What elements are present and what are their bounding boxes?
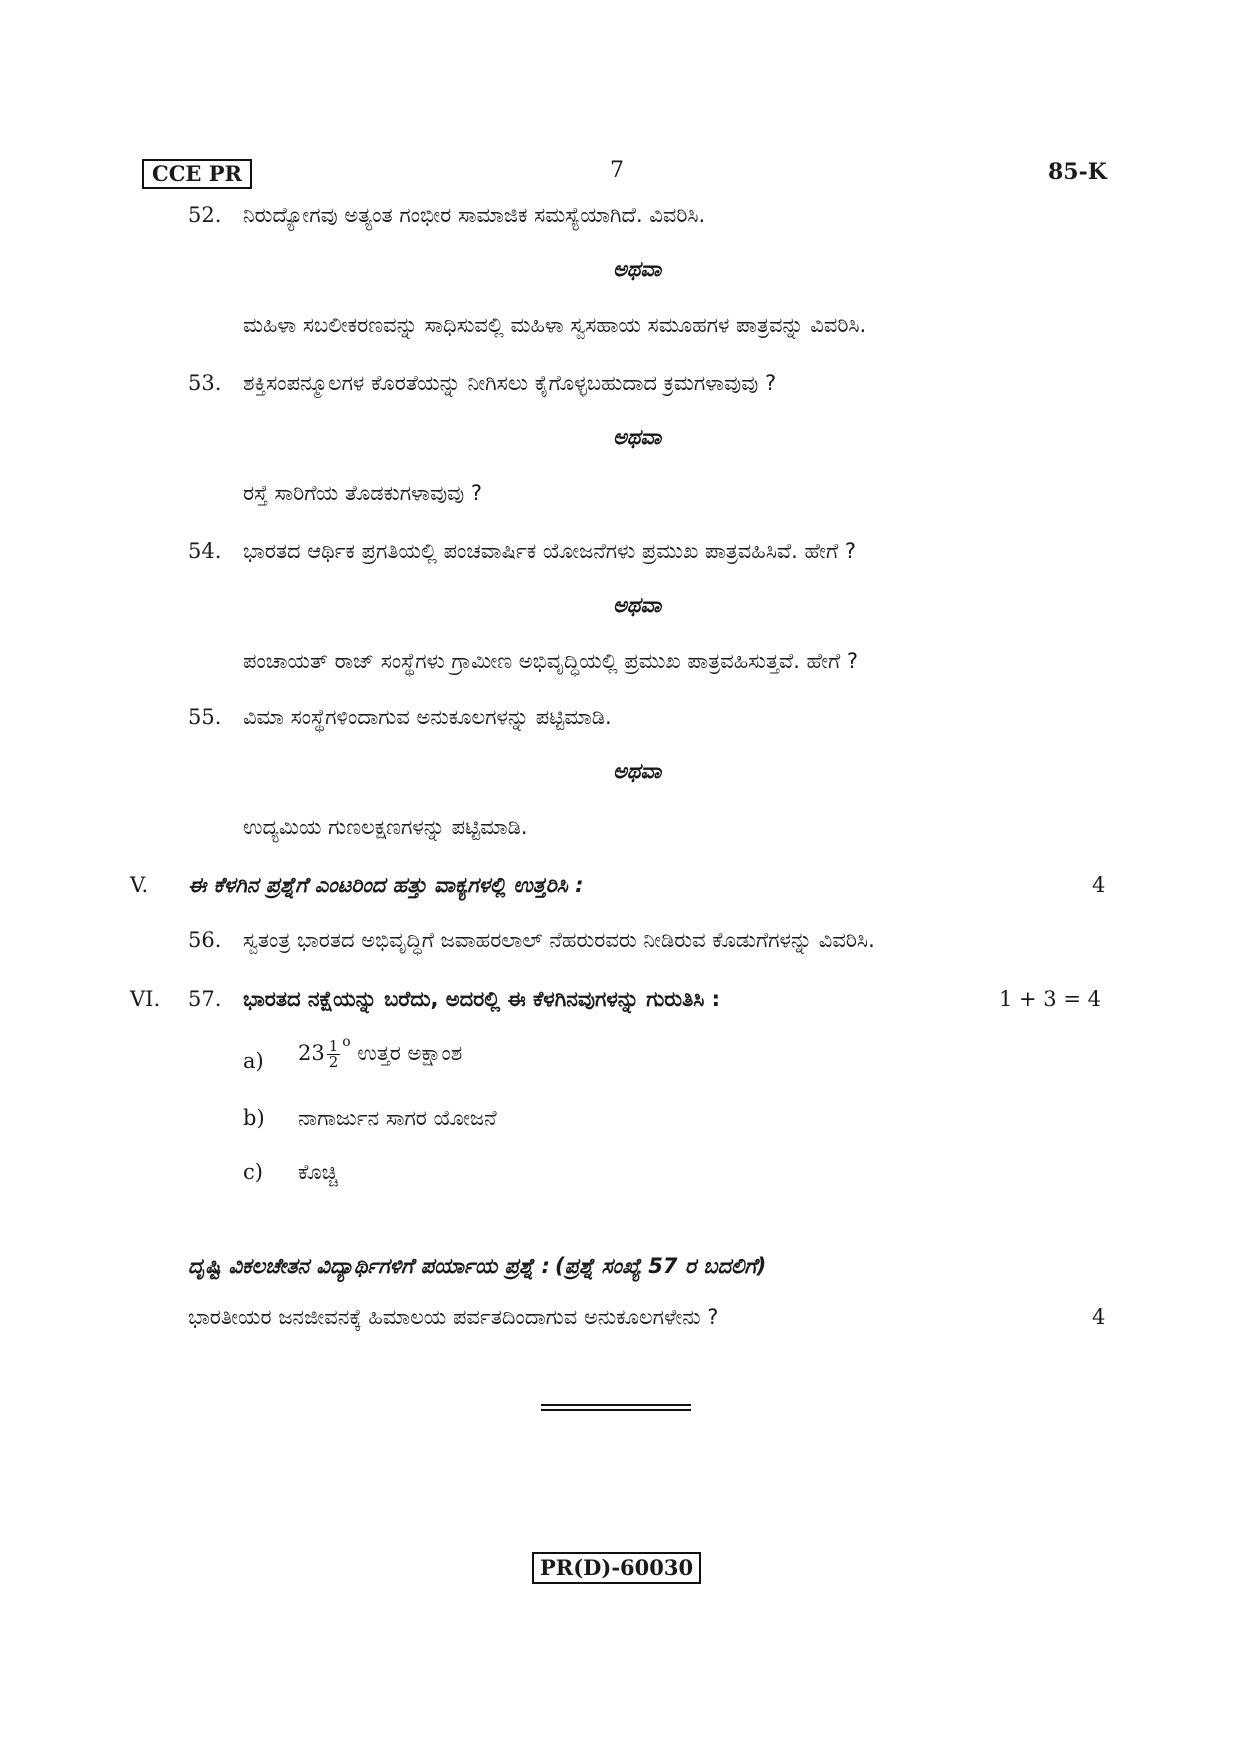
section-numeral: VI. bbox=[130, 987, 161, 1011]
fraction-denominator: 2 bbox=[328, 1053, 339, 1071]
section-numeral: V. bbox=[130, 873, 149, 897]
alternative-heading-note: (ಪ್ರಶ್ನೆ ಸಂಖ್ಯೆ 57 ರ ಬದಲಿಗೆ) bbox=[555, 1254, 767, 1278]
marks: 4 bbox=[1092, 873, 1106, 897]
option-label: b) bbox=[243, 1106, 265, 1130]
marks: 1 + 3 = 4 bbox=[999, 987, 1101, 1011]
or-label: ಅಥವಾ bbox=[613, 759, 662, 783]
degree-symbol: o bbox=[342, 1034, 351, 1050]
question-number: 52. bbox=[188, 203, 222, 227]
option-latitude bbox=[298, 1034, 462, 1070]
question-text: ನಿರುದ್ಯೋಗವು ಅತ್ಯಂತ ಗಂಭೀರ ಸಾಮಾಜಿಕ ಸಮಸ್ಯೆಯಾಗಿದೆ. ವಿವರಿಸಿ. bbox=[243, 203, 706, 227]
alternative-heading bbox=[188, 1254, 766, 1279]
alternative-question-text: ಮಹಿಳಾ ಸಬಲೀಕರಣವನ್ನು ಸಾಧಿಸುವಲ್ಲಿ ಮಹಿಳಾ ಸ್ವಸಹಾಯ ಸಮೂಹಗಳ ಪಾತ್ರವನ್ನು ವಿವರಿಸಿ. bbox=[243, 313, 867, 337]
question-text: ಶಕ್ತಿಸಂಪನ್ಮೂಲಗಳ ಕೊರತೆಯನ್ನು ನೀಗಿಸಲು ಕೈಗೊಳ್ಳಬಹುದಾದ ಕ್ರಮಗಳಾವುವು ? bbox=[243, 371, 777, 395]
option-text: ನಾಗಾರ್ಜುನ ಸಾಗರ ಯೋಜನೆ bbox=[298, 1106, 497, 1130]
question-number: 54. bbox=[188, 539, 222, 563]
question-text: ಭಾರತದ ನಕ್ಷೆಯನ್ನು ಬರೆದು, ಅದರಲ್ಲಿ ಈ ಕೆಳಗಿನವುಗಳನ್ನು ಗುರುತಿಸಿ : bbox=[243, 987, 721, 1011]
alternative-question-text: ರಸ್ತೆ ಸಾರಿಗೆಯ ತೊಡಕುಗಳಾವುವು ? bbox=[243, 481, 483, 505]
or-label: ಅಥವಾ bbox=[613, 593, 662, 617]
footer-code-box: PR(D)-60030 bbox=[532, 1552, 701, 1584]
end-rule-top bbox=[541, 1404, 691, 1406]
question-text: ವಿಮಾ ಸಂಸ್ಥೆಗಳಿಂದಾಗುವ ಅನುಕೂಲಗಳನ್ನು ಪಟ್ಟಿಮಾಡಿ. bbox=[243, 705, 612, 729]
question-text: ಸ್ವತಂತ್ರ ಭಾರತದ ಅಭಿವೃದ್ಧಿಗೆ ಜವಾಹರಲಾಲ್ ನೆಹರುರವರು ನೀಡಿರುವ ಕೊಡುಗೆಗಳನ್ನು ವಿವರಿಸಿ. bbox=[243, 928, 875, 952]
question-text: ಭಾರತದ ಆರ್ಥಿಕ ಪ್ರಗತಿಯಲ್ಲಿ ಪಂಚವಾರ್ಷಿಕ ಯೋಜನೆಗಳು ಪ್ರಮುಖ ಪಾತ್ರವಹಿಸಿವೆ. ಹೇಗೆ ? bbox=[243, 539, 857, 563]
fraction-numerator: 1 bbox=[328, 1037, 339, 1055]
option-label: c) bbox=[243, 1160, 263, 1184]
latitude-whole: 23 bbox=[298, 1041, 325, 1065]
header-code-box: CCE PR bbox=[142, 159, 252, 189]
section-instruction: ಈ ಕೆಳಗಿನ ಪ್ರಶ್ನೆಗೆ ಎಂಟರಿಂದ ಹತ್ತು ವಾಕ್ಯಗಳಲ್ಲಿ ಉತ್ತರಿಸಿ : bbox=[188, 873, 584, 897]
fraction bbox=[327, 1039, 341, 1070]
option-text: ಉತ್ತರ ಅಕ್ಷಾಂಶ bbox=[357, 1041, 463, 1065]
or-label: ಅಥವಾ bbox=[613, 257, 662, 281]
alternative-heading-text: ದೃಷ್ಟಿ ವಿಕಲಚೇತನ ವಿದ್ಯಾರ್ಥಿಗಳಿಗೆ ಪರ್ಯಾಯ ಪ್ರಶ್ನೆ : bbox=[188, 1254, 550, 1278]
question-number: 55. bbox=[188, 705, 222, 729]
alternative-question-text: ಉದ್ಯಮಿಯ ಗುಣಲಕ್ಷಣಗಳನ್ನು ಪಟ್ಟಿಮಾಡಿ. bbox=[243, 815, 528, 839]
alternative-question-text: ಪಂಚಾಯತ್ ರಾಜ್ ಸಂಸ್ಥೆಗಳು ಗ್ರಾಮೀಣ ಅಭಿವೃದ್ಧಿಯಲ್ಲಿ ಪ್ರಮುಖ ಪಾತ್ರವಹಿಸುತ್ತವೆ. ಹೇಗೆ ? bbox=[243, 649, 859, 673]
page-number: 7 bbox=[610, 158, 624, 183]
question-number: 53. bbox=[188, 371, 222, 395]
marks: 4 bbox=[1092, 1305, 1106, 1329]
or-label: ಅಥವಾ bbox=[613, 425, 662, 449]
end-rule-bottom bbox=[541, 1409, 691, 1411]
option-text: ಕೊಚ್ಚಿ bbox=[298, 1160, 338, 1184]
option-label: a) bbox=[243, 1049, 264, 1073]
alternative-question-text: ಭಾರತೀಯರ ಜನಜೀವನಕ್ಕೆ ಹಿಮಾಲಯ ಪರ್ವತದಿಂದಾಗುವ ಅನುಕೂಲಗಳೇನು ? bbox=[188, 1305, 719, 1329]
question-number: 56. bbox=[188, 928, 222, 952]
question-number: 57. bbox=[188, 987, 222, 1011]
paper-code: 85-K bbox=[1048, 159, 1107, 185]
